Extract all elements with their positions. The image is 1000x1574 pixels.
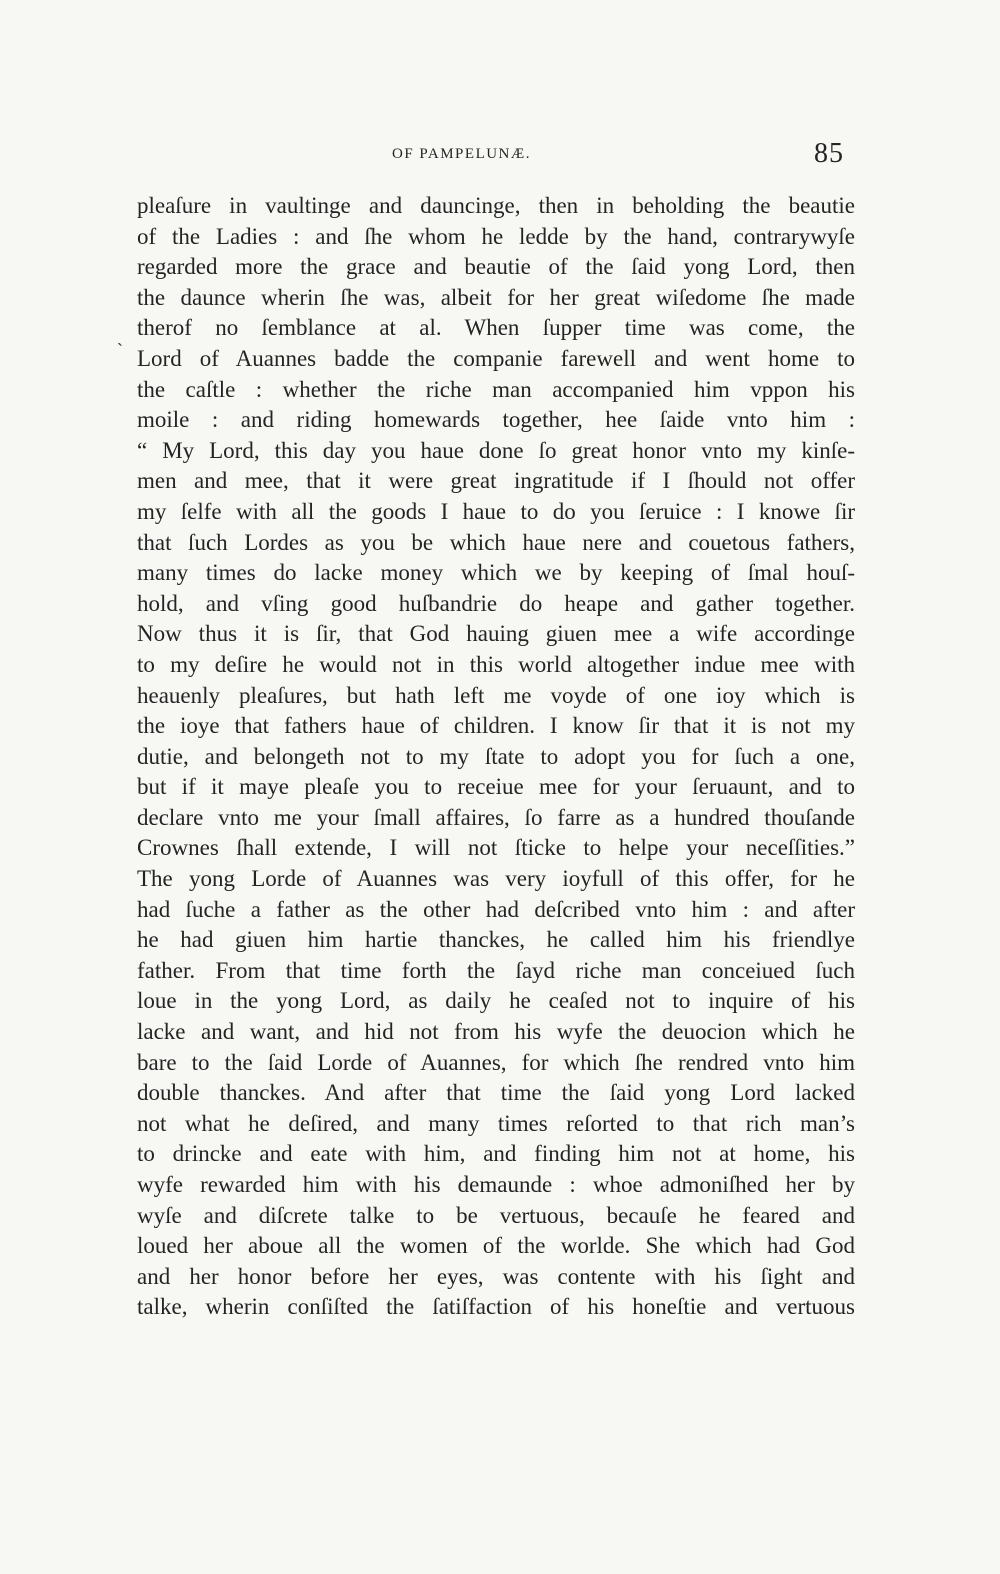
text-line: the caſtle : whether the riche man accompanied him vppon his [137,376,855,402]
text-line: bare to the ſaid Lorde of Auannes, for which ſhe rendred vnto him [137,1049,855,1075]
text-line: but if it maye pleaſe you to receiue mee for your ſeruaunt, and to [137,774,855,800]
text-line: hold, and vſing good huſbandrie do heape and gather together. [137,590,855,616]
text-line: many times do lacke money which we by keeping of ſmal houſ- [137,560,855,586]
running-head [0,138,1000,176]
text-line: he had giuen him hartie thanckes, he called him his friendlye [137,927,855,953]
text-line: wyſe and diſcrete talke to be vertuous, becauſe he feared and [137,1202,855,1228]
text-line: dutie, and belongeth not to my ſtate to adopt you for ſuch a one, [137,743,855,769]
text-line: declare vnto me your ſmall affaires, ſo farre as a hundred thouſande [137,804,855,830]
text-line: the daunce wherin ſhe was, albeit for her great wiſedome ſhe made [137,284,855,310]
margin-mark: ˎ [117,326,123,346]
text-line: loued her aboue all the women of the worlde. She which had God [137,1233,855,1259]
text-line: double thanckes. And after that time the ſaid yong Lord lacked [137,1080,855,1106]
running-title: OF PAMPELUNÆ. [392,146,531,162]
text-line: regarded more the grace and beautie of the ſaid yong Lord, then [137,254,855,280]
text-line: to my deſire he would not in this world altogether indue mee with [137,651,855,677]
text-line: men and mee, that it were great ingratitude if I ſhould not offer [137,468,855,494]
text-line: wyfe rewarded him with his demaunde : whoe admoniſhed her by [137,1172,855,1197]
text-line: not what he deſired, and many times reſorted to that rich man’s [137,1110,855,1136]
text-line: and her honor before her eyes, was contente with his ſight and [137,1263,855,1289]
text-line: that ſuch Lordes as you be which haue nere and couetous fathers, [137,529,855,555]
text-line: had ſuche a father as the other had deſcribed vnto him : and after [137,896,855,922]
text-line: the ioye that fathers haue of children. I know ſir that it is not my [137,713,855,739]
text-line: father. From that time forth the ſayd riche man conceiued ſuch [137,957,855,983]
text-line: “ My Lord, this day you haue done ſo great honor vnto my kinſe- [137,437,855,463]
text-line: talke, wherin conſiſted the ſatiſfaction of his honeſtie and vertuous [137,1294,855,1320]
text-line: lacke and want, and hid not from his wyfe the deuocion which he [137,1019,855,1045]
text-line: my ſelfe with all the goods I haue to do you ſeruice : I knowe ſir [137,498,855,524]
page-number: 85 [814,138,844,169]
text-line: Lord of Auannes badde the companie farewell and went home to [137,345,855,371]
text-line: Now thus it is ſir, that God hauing giuen mee a wife accordinge [137,621,855,647]
text-line: therof no ſemblance at al. When ſupper time was come, the [137,315,855,341]
text-line: heauenly pleaſures, but hath left me voyde of one ioy which is [137,682,855,708]
text-line: loue in the yong Lord, as daily he ceaſed not to inquire of his [137,988,855,1014]
text-line: moile : and riding homewards together, hee ſaide vnto him : [137,407,855,433]
body-text [137,191,855,1323]
text-line: Crownes ſhall extende, I will not ſticke to helpe your neceſſities.” [137,835,855,861]
text-line: of the Ladies : and ſhe whom he ledde by the hand, contrarywyſe [137,223,855,249]
text-line: The yong Lorde of Auannes was very ioyfull of this offer, for he [137,866,855,892]
text-line: to drincke and eate with him, and finding him not at home, his [137,1141,855,1167]
text-line: pleaſure in vaultinge and dauncinge, then in beholding the beautie [137,193,855,218]
